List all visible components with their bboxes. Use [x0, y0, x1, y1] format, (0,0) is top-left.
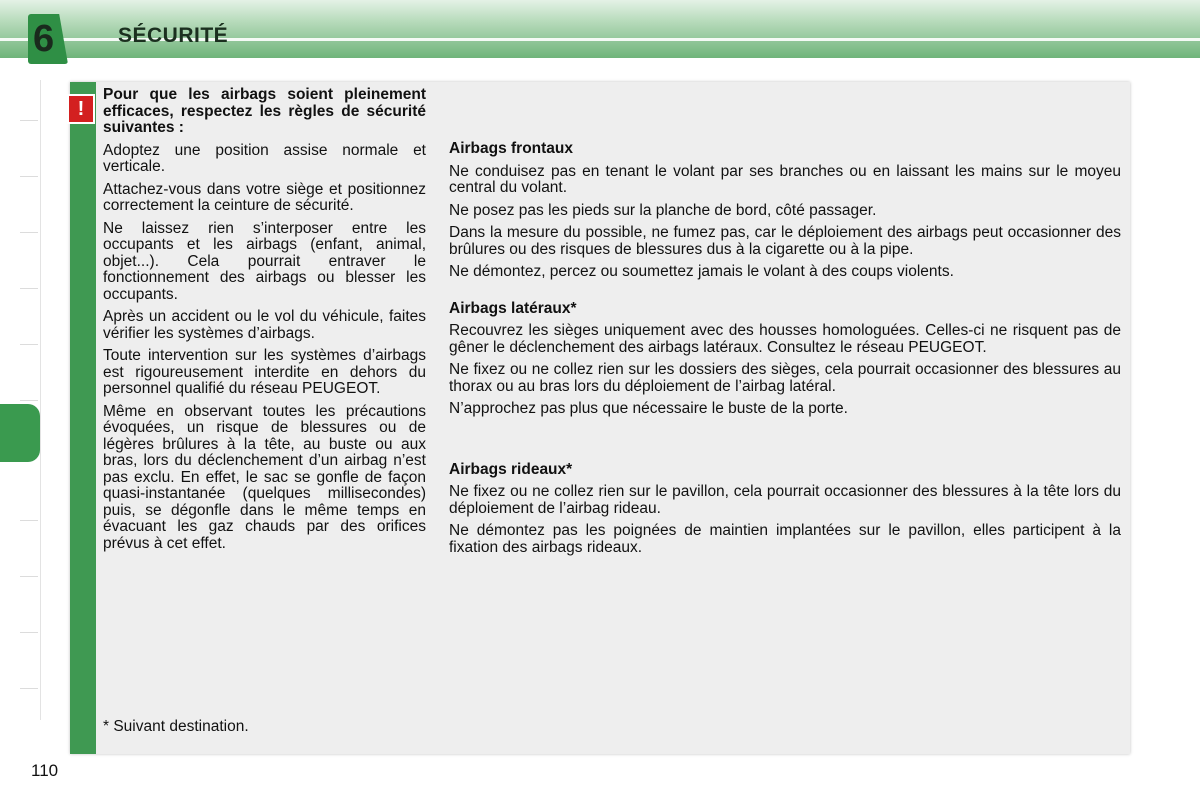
warning-rule: Après un accident ou le vol du véhicule, faites vérifier les systèmes d’airbags. — [103, 308, 426, 342]
warning-column — [103, 87, 426, 558]
section-paragraph: Recouvrez les sièges uniquement avec des housses homologuées. Celles-ci ne risquent pas de gêner le déclenchement des airbags latéraux. Consultez le réseau PEUGEOT. — [449, 322, 1121, 356]
warning-rule: Même en observant toutes les précautions évoquées, un risque de blessures ou de légères brûlures à la tête, au buste ou aux bras, lors du déclenchement d’un airbag n’est pas exclu. En effet, le sac se gonfle de façon quasi-instantanée (quelques millisecondes) puis, se dégonfle dans le même temps en évacuant les gaz chauds par des orifices prévus à cet effet. — [103, 402, 426, 552]
section-paragraph: Ne conduisez pas en tenant le volant par ses branches ou en laissant les mains sur le moyeu central du volant. — [449, 162, 1121, 196]
section-paragraph: Ne démontez pas les poignées de maintien implantées sur le pavillon, elles participent à la fixation des airbags rideaux. — [449, 522, 1121, 556]
side-tab-divider — [20, 176, 38, 177]
section-paragraph: Ne fixez ou ne collez rien sur les dossiers des sièges, cela pourrait occasionner des blessures au thorax ou au bras lors du déploiement de l’airbag latéral. — [449, 361, 1121, 395]
warning-icon: ! — [67, 94, 95, 124]
warning-rule: Toute intervention sur les systèmes d’airbags est rigoureusement interdite en dehors du personnel qualifié du réseau PEUGEOT. — [103, 347, 426, 397]
section-paragraph: Ne fixez ou ne collez rien sur le pavillon, cela pourrait occasionner des blessures à la tête lors du déploiement de l’airbag rideau. — [449, 483, 1121, 517]
side-tab-divider — [20, 688, 38, 689]
section-paragraph: Ne démontez, percez ou soumettez jamais le volant à des coups violents. — [449, 263, 954, 280]
section-title-lateral: Airbags latéraux* — [449, 299, 577, 317]
side-tab-divider — [20, 288, 38, 289]
side-tab-divider — [20, 400, 38, 401]
warning-rule: Ne laissez rien s’interposer entre les occupants et les airbags (enfant, animal, objet...). Cela pourrait entraver le fonctionnement des airbags ou blesser les occupants. — [103, 219, 426, 303]
side-tab-divider — [20, 344, 38, 345]
section-paragraph: Dans la mesure du possible, ne fumez pas, car le déploiement des airbags peut occasionner des brûlures ou des risques de blessures dus à la cigarette ou à la pipe. — [449, 224, 1121, 258]
side-tab-divider — [20, 576, 38, 577]
section-paragraph: Ne posez pas les pieds sur la planche de bord, côté passager. — [449, 201, 877, 219]
instructions-column — [449, 141, 1121, 562]
side-tab-divider — [20, 232, 38, 233]
section-spacer — [449, 287, 1121, 301]
page-number: 110 — [31, 761, 59, 780]
warning-rule: Attachez-vous dans votre siège et positionnez correctement la ceinture de sécurité. — [103, 180, 426, 214]
panel-accent-bar — [70, 82, 96, 754]
section-title-frontal: Airbags frontaux — [449, 140, 574, 157]
side-tab-divider — [20, 632, 38, 633]
chapter-title: SÉCURITÉ — [118, 24, 229, 47]
footnote: * Suivant destination. — [103, 718, 249, 735]
section-paragraph: N’approchez pas plus que nécessaire le buste de la porte. — [449, 400, 848, 417]
section-title-curtain: Airbags rideaux* — [449, 460, 573, 478]
chapter-number: 6 — [33, 18, 55, 60]
side-tab-strip — [0, 80, 41, 720]
warning-intro: Pour que les airbags soient pleinement efficaces, respectez les règles de sécurité suivantes : — [103, 86, 426, 136]
section-spacer — [449, 424, 1121, 462]
side-tab-divider — [20, 520, 38, 521]
side-tab-active-chapter[interactable] — [0, 404, 40, 462]
side-tab-divider — [20, 120, 38, 121]
warning-rule: Adoptez une position assise normale et verticale. — [103, 141, 426, 175]
